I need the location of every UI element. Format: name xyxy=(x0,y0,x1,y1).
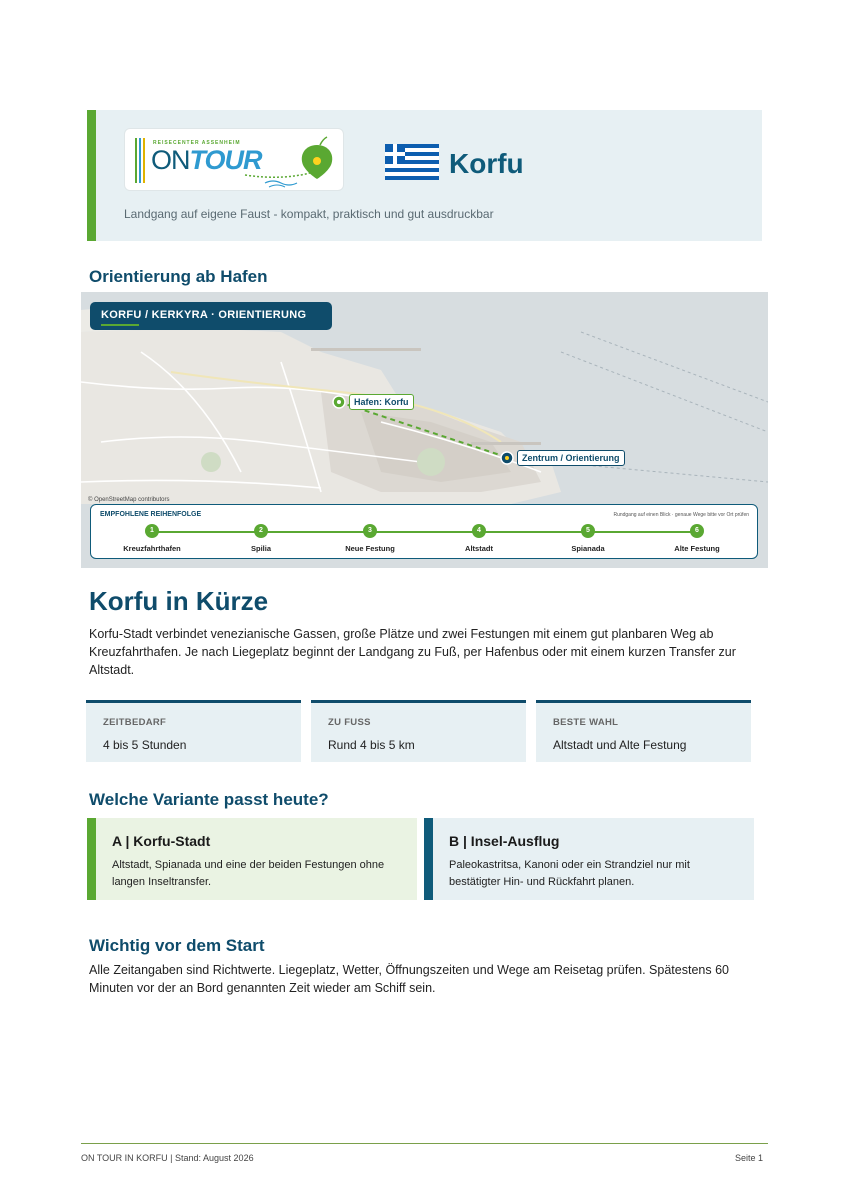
important-heading: Wichtig vor dem Start xyxy=(89,936,265,955)
stop-label: Neue Festung xyxy=(345,544,395,553)
stop-label: Altstadt xyxy=(465,544,493,553)
fact-value: Altstadt und Alte Festung xyxy=(553,738,687,752)
fact-value: 4 bis 5 Stunden xyxy=(103,738,187,752)
variant-card-a xyxy=(87,818,417,900)
variant-text: Paleokastritsa, Kanoni oder ein Strandziel nur mit bestätigter Hin- und Rückfahrt planen. xyxy=(449,859,690,888)
port-marker-label[interactable]: Hafen: Korfu xyxy=(349,394,414,410)
fact-card xyxy=(536,700,751,762)
variant-title: B | Insel-Ausflug xyxy=(449,833,560,849)
fact-key: BESTE WAHL xyxy=(553,717,619,728)
route-sequence xyxy=(90,504,758,559)
fact-card xyxy=(86,700,301,762)
stop-number: 4 xyxy=(472,524,486,538)
stop-number: 5 xyxy=(581,524,595,538)
stop-number: 3 xyxy=(363,524,377,538)
stop-label: Kreuzfahrthafen xyxy=(123,544,181,553)
stop-label: Spilia xyxy=(250,544,271,553)
route-title: EMPFOHLENE REIHENFOLGE xyxy=(100,511,202,518)
fact-key: ZEITBEDARF xyxy=(103,717,167,728)
variants-heading: Welche Variante passt heute? xyxy=(89,790,329,809)
stop-number: 2 xyxy=(254,524,268,538)
footer-divider xyxy=(81,1143,768,1144)
important-text: Alle Zeitangaben sind Richtwerte. Liegeplatz, Wetter, Öffnungszeiten und Wege am Reisetag prüfen. Spätestens 60 Minuten vor der an Bord genannten Zeit wieder am Schiff sein. xyxy=(89,963,729,995)
logo-wordmark: ONTOUR xyxy=(151,145,262,175)
map-title-badge: KORFU / KERKYRA · ORIENTIERUNG xyxy=(90,302,332,330)
page-number: Seite 1 xyxy=(735,1153,764,1163)
orientation-heading: Orientierung ab Hafen xyxy=(89,267,268,286)
on-tour-logo xyxy=(124,128,344,191)
route-note: Rundgang auf einen Blick · genaue Wege bitte vor Ort prüfen xyxy=(613,512,749,518)
fact-key: ZU FUSS xyxy=(328,717,371,728)
variant-title: A | Korfu-Stadt xyxy=(112,833,211,849)
route-stop xyxy=(102,524,202,553)
map-copyright: © OpenStreetMap contributors xyxy=(88,497,170,503)
summary-heading: Korfu in Kürze xyxy=(89,586,269,616)
header-banner xyxy=(87,110,762,241)
center-marker-label[interactable]: Zentrum / Orientierung xyxy=(517,450,625,466)
stop-label: Alte Festung xyxy=(674,544,720,553)
logo-pin-icon xyxy=(225,131,343,191)
fact-value: Rund 4 bis 5 km xyxy=(328,738,415,752)
footer-left: ON TOUR IN KORFU | Stand: August 2026 xyxy=(81,1153,254,1163)
summary-intro: Korfu-Stadt verbindet venezianische Gassen, große Plätze und zwei Festungen mit einem gut planbaren Weg ab Kreuzfahrthafen. Je nach Liegeplatz beginnt der Landgang zu Fuß, per Hafenbus oder mit einem kurzen Transfer zur Altstadt. xyxy=(89,627,736,677)
stop-number: 1 xyxy=(145,524,159,538)
variant-card-b xyxy=(424,818,754,900)
greece-flag-icon xyxy=(385,144,439,180)
route-stop xyxy=(320,524,420,553)
stop-number: 6 xyxy=(690,524,704,538)
fact-card xyxy=(311,700,526,762)
route-stop xyxy=(429,524,529,553)
route-stop xyxy=(538,524,638,553)
stop-label: Spianada xyxy=(571,544,605,553)
page-subtitle: Landgang auf eigene Faust - kompakt, praktisch und gut ausdruckbar xyxy=(124,207,494,221)
route-stop xyxy=(647,524,747,553)
route-stop xyxy=(211,524,311,553)
page-title: Korfu xyxy=(449,148,524,179)
orientation-map[interactable] xyxy=(81,292,768,568)
logo-tagline: REISECENTER ASSENHEIM xyxy=(153,140,241,146)
variant-text: Altstadt, Spianada und eine der beiden Festungen ohne langen Inseltransfer. xyxy=(112,859,385,888)
